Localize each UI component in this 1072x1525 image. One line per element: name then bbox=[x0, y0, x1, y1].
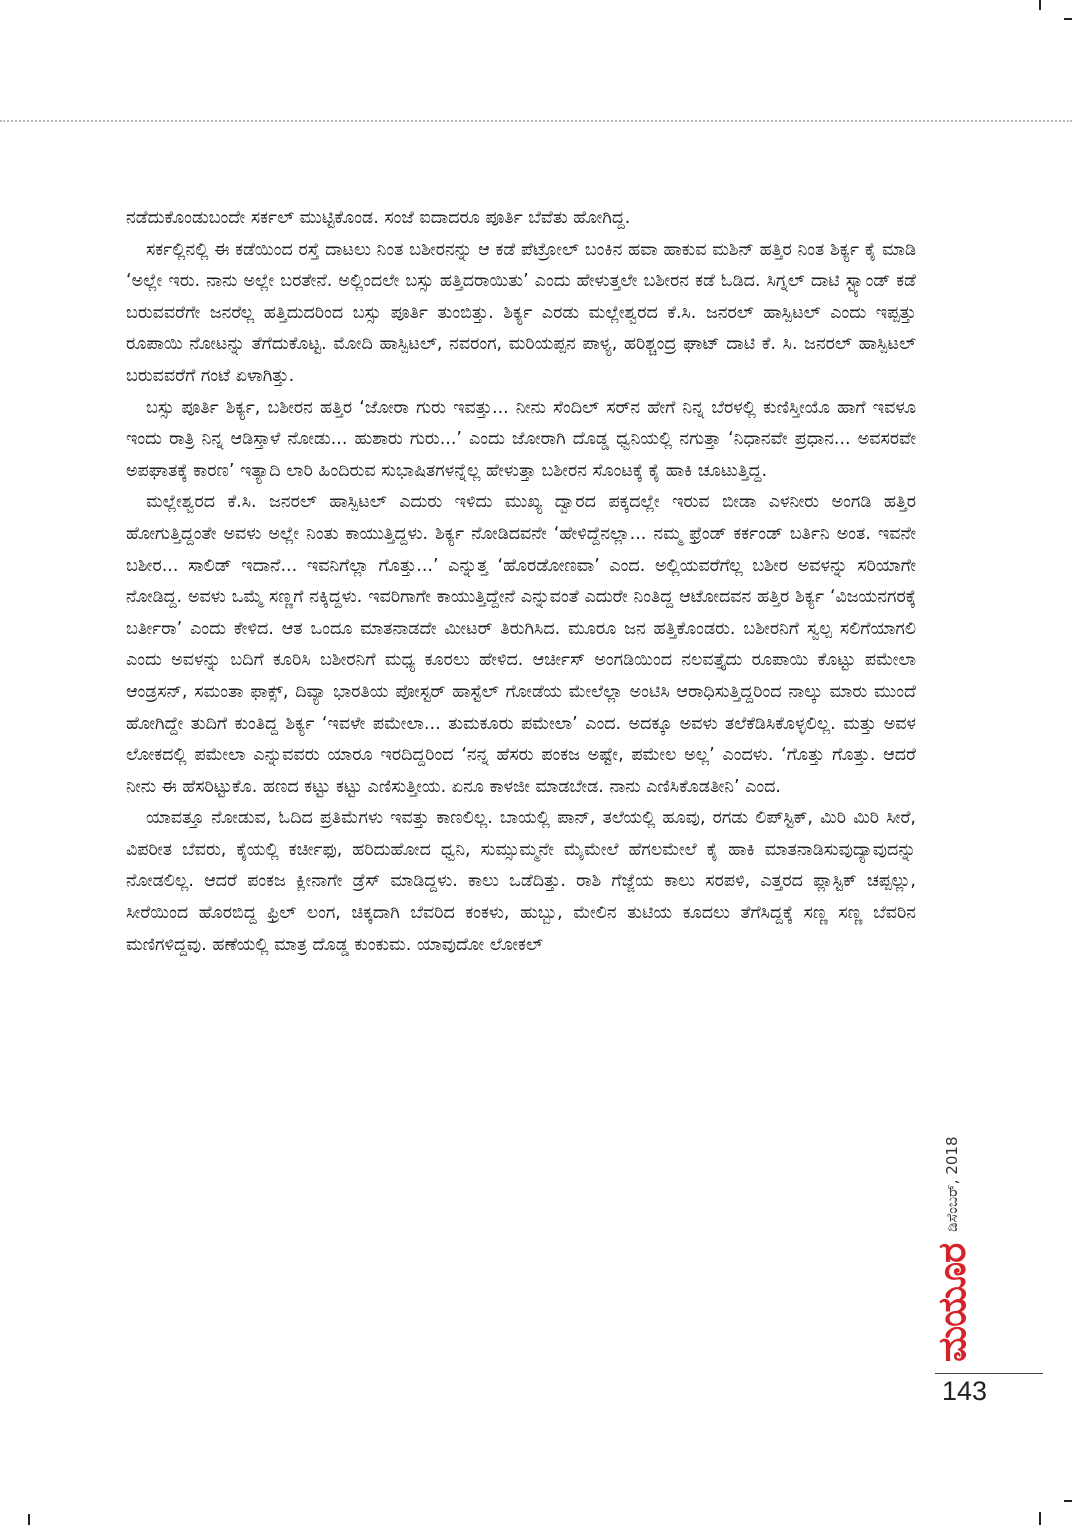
masthead-logo: ಮಯೂರ bbox=[930, 1243, 974, 1362]
paragraph: ಯಾವತ್ತೂ ನೋಡುವ, ಓದಿದ ಪ್ರತಿಮೆಗಳು ಇವತ್ತು ಕಾಣಲಿಲ್ಲ. ಬಾಯಲ್ಲಿ ಪಾನ್, ತಲೆಯಲ್ಲಿ ಹೂವು, ರಗಡು ಲಿಪ್‌ಸ್ಟಿಕ್, ಮಿರಿ ಮಿರಿ ಸೀರೆ, ವಿಪರೀತ ಬೆವರು, ಕೈಯಲ್ಲಿ ಕರ್ಚೀಫು, ಹರಿದುಹೋದ ಧ್ವನಿ, ಸುಮ್ಸುಮ್ಮನೇ ಮೈಮೇಲೆ ಹೆಗಲಮೇಲೆ ಕೈ ಹಾಕಿ ಮಾತನಾಡಿಸುವುದ್ಯಾವುದನ್ನು ನೋಡಲಿಲ್ಲ. ಆದರೆ ಪಂಕಜ ಕ್ಲೀನಾಗೇ ಡ್ರೆಸ್ ಮಾಡಿದ್ದಳು. ಕಾಲು ಒಡೆದಿತ್ತು. ರಾಶಿ ಗೆಜ್ಜೆಯ ಕಾಲು ಸರಪಳಿ, ಎತ್ತರದ ಪ್ಲಾಸ್ಟಿಕ್ ಚಪ್ಪಲ್ಲು, ಸೀರೆಯಿಂದ ಹೊರಬಿದ್ದ ಫ್ರಿಲ್ ಲಂಗ, ಚಿಕ್ಕದಾಗಿ ಬೆವರಿದ ಕಂಕಳು, ಹುಬ್ಬು, ಮೇಲಿನ ತುಟಿಯ ಕೂದಲು ತೆಗೆಸಿದ್ದಕ್ಕೆ ಸಣ್ಣ ಸಣ್ಣ ಬೆವರಿನ ಮಣಿಗಳಿದ್ದವು. ಹಣೆಯಲ್ಲಿ ಮಾತ್ರ ದೊಡ್ಡ ಕುಂಕುಮ. ಯಾವುದೋ ಲೋಕಲ್ bbox=[126, 808, 916, 955]
paragraph: ನಡೆದುಕೊಂಡುಬಂದೇ ಸರ್ಕಲ್ ಮುಟ್ಟಿಕೊಂಡ. ಸಂಜೆ ಐದಾದರೂ ಪೂರ್ತಿ ಬೆವೆತು ಹೋಗಿದ್ದ. bbox=[126, 208, 631, 228]
issue-date: ಡಿಸೆಂಬರ್, 2018 bbox=[942, 1136, 961, 1232]
paragraph: ಬಸ್ಸು ಪೂರ್ತಿ ಶಿರ್ಕ್ಯ, ಬಶೀರನ ಹತ್ತಿರ ‘ಜೋರಾ ಗುರು ಇವತ್ತು... ನೀನು ಸೆಂದಿಲ್ ಸರ್‌ನ ಹೇಗೆ ನಿನ್ನ ಬೆರಳಲ್ಲಿ ಕುಣಿಸ್ತೀಯೊ ಹಾಗೆ ಇವಳೂ ಇಂದು ರಾತ್ರಿ ನಿನ್ನ ಆಡಿಸ್ತಾಳೆ ನೋಡು... ಹುಶಾರು ಗುರು...’ ಎಂದು ಜೋರಾಗಿ ದೊಡ್ಡ ಧ್ವನಿಯಲ್ಲಿ ನಗುತ್ತಾ ‘ನಿಧಾನವೇ ಪ್ರಧಾನ... ಅವಸರವೇ ಅಪಘಾತಕ್ಕೆ ಕಾರಣ’ ಇತ್ಯಾದಿ ಲಾರಿ ಹಿಂದಿರುವ ಸುಭಾಷಿತಗಳನ್ನೆಲ್ಲ ಹೇಳುತ್ತಾ ಬಶೀರನ ಸೊಂಟಕ್ಕೆ ಕೈ ಹಾಕಿ ಚೂಟುತ್ತಿದ್ದ. bbox=[126, 397, 916, 481]
paragraph: ಸರ್ಕಲ್ಲಿನಲ್ಲಿ ಈ ಕಡೆಯಿಂದ ರಸ್ತೆ ದಾಟಲು ನಿಂತ ಬಶೀರನನ್ನು ಆ ಕಡೆ ಪೆಟ್ರೋಲ್ ಬಂಕಿನ ಹವಾ ಹಾಕುವ ಮಶಿನ್ ಹತ್ತಿರ ನಿಂತ ಶಿರ್ಕ್ಯ ಕೈ ಮಾಡಿ ‘ಅಲ್ಲೇ ಇರು. ನಾನು ಅಲ್ಲೇ ಬರತೇನೆ. ಅಲ್ಲಿಂದಲೇ ಬಸ್ಸು ಹತ್ತಿದರಾಯಿತು’ ಎಂದು ಹೇಳುತ್ತಲೇ ಬಶೀರನ ಕಡೆ ಓಡಿದ. ಸಿಗ್ನಲ್ ದಾಟಿ ಸ್ಟ್ಯಾಂಡ್ ಕಡೆ ಬರುವವರೆಗೇ ಜನರೆಲ್ಲ ಹತ್ತಿದುದರಿಂದ ಬಸ್ಸು ಪೂರ್ತಿ ತುಂಬಿತ್ತು. ಶಿರ್ಕ್ಯ ಎರಡು ಮಲ್ಲೇಶ್ವರದ ಕೆ.ಸಿ. ಜನರಲ್ ಹಾಸ್ಪಿಟಲ್ ಎಂದು ಇಪ್ಪತ್ತು ರೂಪಾಯಿ ನೋಟನ್ನು ತೆಗೆದುಕೊಟ್ಟ. ಮೋದಿ ಹಾಸ್ಪಿಟಲ್, ನವರಂಗ, ಮರಿಯಪ್ಪನ ಪಾಳ್ಯ, ಹರಿಶ್ಚಂದ್ರ ಘಾಟ್ ದಾಟಿ ಕೆ. ಸಿ. ಜನರಲ್ ಹಾಸ್ಪಿಟಲ್ ಬರುವವರೆಗೆ ಗಂಟೆ ಏಳಾಗಿತ್ತು. bbox=[126, 239, 916, 386]
page-number: 143 bbox=[942, 1376, 988, 1406]
paragraph: ಮಲ್ಲೇಶ್ವರದ ಕೆ.ಸಿ. ಜನರಲ್ ಹಾಸ್ಪಿಟಲ್ ಎದುರು ಇಳಿದು ಮುಖ್ಯ ದ್ವಾರದ ಪಕ್ಕದಲ್ಲೇ ಇರುವ ಬೀಡಾ ಎಳನೀರು ಅಂಗಡಿ ಹತ್ತಿರ ಹೋಗುತ್ತಿದ್ದಂತೇ ಅವಳು ಅಲ್ಲೇ ನಿಂತು ಕಾಯುತ್ತಿದ್ದಳು. ಶಿರ್ಕ್ಯ ನೋಡಿದವನೇ ‘ಹೇಳಿದ್ದೆನಲ್ಲಾ... ನಮ್ಮ ಫ್ರೆಂಡ್ ಕರ್ಕಂಡ್ ಬರ್ತಿನಿ ಅಂತ. ಇವನೇ ಬಶೀರ... ಸಾಲಿಡ್ ಇದಾನೆ... ಇವನಿಗೆಲ್ಲಾ ಗೊತ್ತು...’ ಎನ್ನುತ್ತ ‘ಹೊರಡೋಣವಾ’ ಎಂದ. ಅಲ್ಲಿಯವರೆಗೆಲ್ಲ ಬಶೀರ ಅವಳನ್ನು ಸರಿಯಾಗೇ ನೋಡಿದ್ದ. ಅವಳು ಒಮ್ಮೆ ಸಣ್ಣಗೆ ನಕ್ಕಿದ್ದಳು. ಇವರಿಗಾಗೇ ಕಾಯುತ್ತಿದ್ದೇನೆ ಎನ್ನುವಂತೆ ಎದುರೇ ನಿಂತಿದ್ದ ಆಟೋದವನ ಹತ್ತಿರ ಶಿರ್ಕ್ಯ ‘ವಿಜಯನಗರಕ್ಕೆ ಬರ್ತೀರಾ’ ಎಂದು ಕೇಳಿದ. ಆತ ಒಂದೂ ಮಾತನಾಡದೇ ಮೀಟರ್ ತಿರುಗಿಸಿದ. ಮೂರೂ ಜನ ಹತ್ತಿಕೊಂಡರು. ಬಶೀರನಿಗೆ ಸ್ವಲ್ಪ ಸಲಿಗೆಯಾಗಲಿ ಎಂದು ಅವಳನ್ನು ಬದಿಗೆ ಕೂರಿಸಿ ಬಶೀರನಿಗೆ ಮಧ್ಯ ಕೂರಲು ಹೇಳಿದ. ಆರ್ಚೀಸ್ ಅಂಗಡಿಯಿಂದ ನಲವತ್ತೈದು ರೂಪಾಯಿ ಕೊಟ್ಟು ಪಮೇಲಾ ಆಂಡ್ರಸನ್, ಸಮಂತಾ ಫಾಕ್ಸ್, ದಿವ್ಯಾ ಭಾರತಿಯ ಪೋಸ್ಟರ್ ಹಾಸ್ಟೆಲ್ ಗೋಡೆಯ ಮೇಲೆಲ್ಲಾ ಅಂಟಿಸಿ ಆರಾಧಿಸುತ್ತಿದ್ದರಿಂದ ನಾಲ್ಕು ಮಾರು ಮುಂದೆ ಹೋಗಿದ್ದೇ ತುದಿಗೆ ಕುಂತಿದ್ದ ಶಿರ್ಕ್ಯ ‘ಇವಳೇ ಪಮೇಲಾ... ತುಮಕೂರು ಪಮೇಲಾ’ ಎಂದ. ಅದಕ್ಕೂ ಅವಳು ತಲೆಕೆಡಿಸಿಕೊಳ್ಳಲಿಲ್ಲ. ಮತ್ತು ಅವಳ ಲೋಕದಲ್ಲಿ ಪಮೇಲಾ ಎನ್ನುವವರು ಯಾರೂ ಇರದಿದ್ದರಿಂದ ‘ನನ್ನ ಹೆಸರು ಪಂಕಜ ಅಷ್ಟೇ, ಪಮೇಲ ಅಲ್ಲ’ ಎಂದಳು. ‘ಗೊತ್ತು ಗೊತ್ತು. ಆದರೆ ನೀನು ಈ ಹೆಸರಿಟ್ಟುಕೊ. ಹಣದ ಕಟ್ಟು ಕಟ್ಟು ಎಣಿಸುತ್ತೀಯ. ಏನೂ ಕಾಳಜೀ ಮಾಡಬೇಡ. ನಾನು ಎಣಿಸಿಕೊಡತೀನಿ’ ಎಂದ. bbox=[126, 492, 916, 797]
crop-mark-bottom-right-h bbox=[1064, 1500, 1072, 1502]
crop-mark-top-right bbox=[1039, 0, 1041, 10]
crop-mark-bottom-left bbox=[28, 1514, 30, 1525]
page-number-rule bbox=[935, 1373, 1043, 1374]
crop-mark-top-right-h bbox=[1064, 18, 1072, 20]
article-body bbox=[126, 203, 916, 961]
header-dotted-rule bbox=[0, 120, 1072, 122]
crop-mark-bottom-right bbox=[1039, 1512, 1041, 1525]
magazine-sidebar-label bbox=[930, 1136, 974, 1362]
